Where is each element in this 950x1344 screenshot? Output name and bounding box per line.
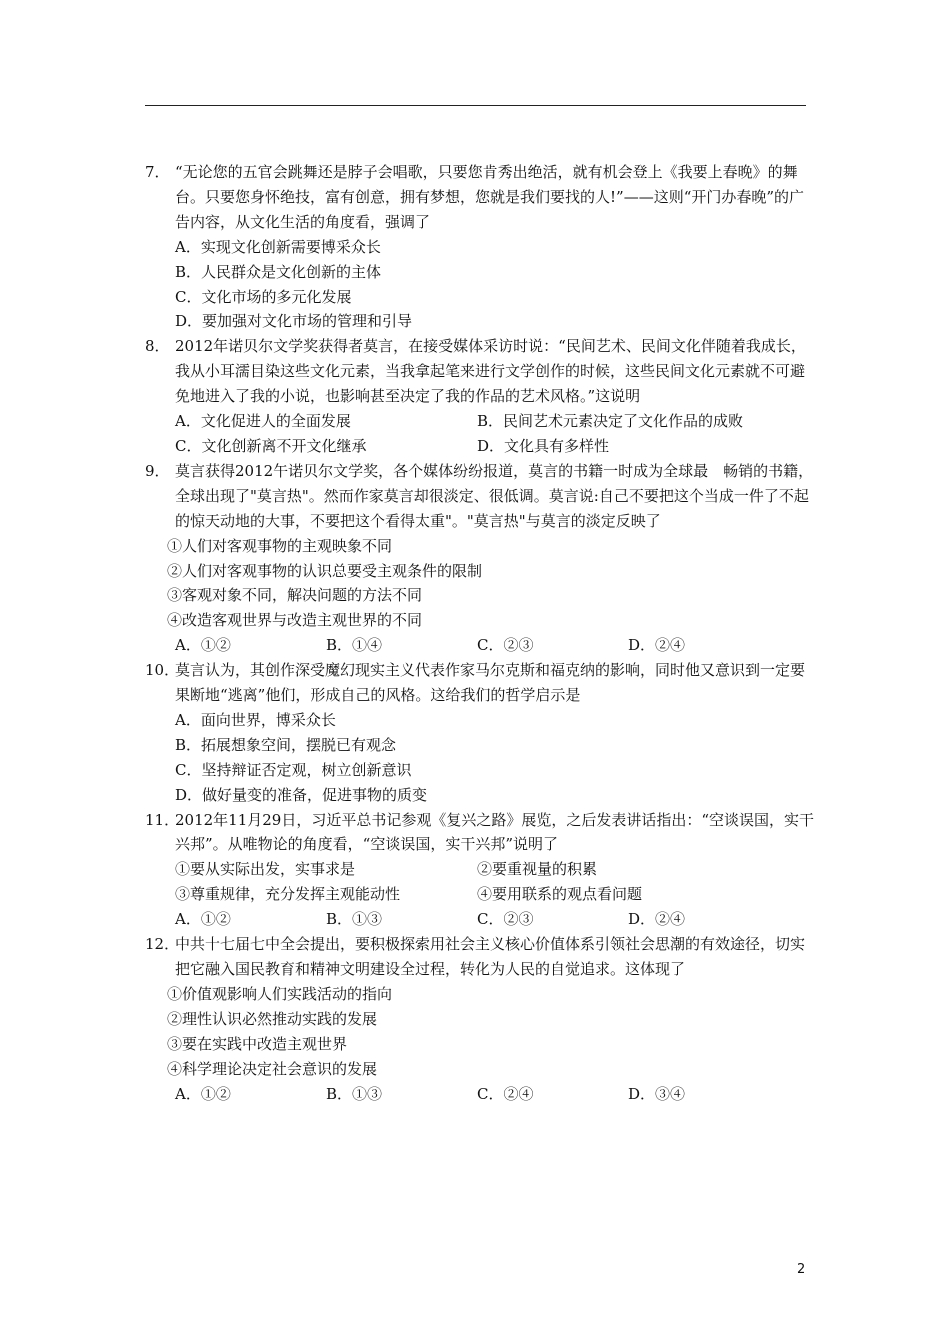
- page-content: [145, 160, 815, 1106]
- option: B．①③: [326, 1084, 383, 1103]
- statement-row: [145, 857, 815, 882]
- option: D．文化具有多样性: [477, 436, 610, 455]
- page-number: 2: [797, 1262, 806, 1277]
- option: A．文化促进人的全面发展: [175, 412, 351, 431]
- statement-item: ③客观对象不同，解决问题的方法不同: [167, 586, 423, 605]
- option: B．①③: [326, 910, 383, 929]
- option: D．②④: [628, 910, 686, 929]
- option: A．实现文化创新需要博采众长: [175, 237, 381, 256]
- options-row: [145, 1082, 815, 1107]
- question-number: 12．: [145, 935, 180, 954]
- question-stem: 2012年11月29日，习近平总书记参观《复兴之路》展览，之后发表讲话指出：“空谈误国，实干兴邦”。从唯物论的角度看，“空谈误国，实干兴邦”说明了: [175, 810, 815, 854]
- option: C．文化创新离不开文化继承: [175, 436, 367, 455]
- option: A．①②: [175, 1084, 231, 1103]
- option: B．拓展想象空间，摆脱已有观念: [175, 735, 397, 754]
- option: D．②④: [628, 636, 686, 655]
- question-8: [145, 334, 815, 409]
- option: B．①④: [326, 636, 383, 655]
- question-number: 11．: [145, 810, 180, 829]
- option: A．面向世界，博采众长: [175, 710, 336, 729]
- option: C．文化市场的多元化发展: [175, 287, 352, 306]
- options-row: [145, 434, 815, 459]
- question-number: 7．: [145, 163, 170, 181]
- option: C．②④: [477, 1084, 534, 1103]
- options-row: [145, 633, 815, 658]
- statement-item: ③尊重规律，充分发挥主观能动性: [175, 885, 401, 904]
- option: D．做好量变的准备，促进事物的质变: [175, 785, 428, 804]
- options-row: [145, 907, 815, 932]
- statement-item: ①要从实际出发，实事求是: [175, 860, 356, 879]
- question-12: [145, 932, 815, 982]
- option: A．①②: [175, 910, 231, 929]
- option: B．民间艺术元素决定了文化作品的成败: [477, 412, 744, 431]
- statement-item: ①人们对客观事物的主观映象不同: [167, 536, 393, 555]
- statement-item: ④改造客观世界与改造主观世界的不同: [167, 611, 423, 630]
- question-11: [145, 808, 815, 858]
- question-9: [145, 459, 815, 534]
- question-stem: 莫言认为，其创作深受魔幻现实主义代表作家马尔克斯和福克纳的影响，同时他又意识到一定要果断地“逃离”他们，形成自己的风格。这给我们的哲学启示是: [175, 661, 806, 705]
- statement-row: [145, 882, 815, 907]
- statement-item: ②理性认识必然推动实践的发展: [167, 1009, 378, 1028]
- statement-item: ②要重视量的积累: [477, 860, 598, 879]
- option: A．①②: [175, 636, 231, 655]
- option: D．③④: [628, 1084, 686, 1103]
- question-stem: 2012年诺贝尔文学奖获得者莫言，在接受媒体采访时说：“民间艺术、民间文化伴随着我成长，我从小耳濡目染这些文化元素，当我拿起笔来进行文学创作的时候，这些民间文化元素就不可避免地进入了我的小说，也影响甚至决定了我的作品的艺术风格。”这说明: [175, 337, 806, 406]
- question-7: [145, 160, 815, 235]
- option: C．②③: [477, 910, 534, 929]
- question-10: [145, 658, 815, 708]
- option: C．坚持辩证否定观，树立创新意识: [175, 760, 412, 779]
- header-rule: [145, 105, 806, 106]
- options-row: [145, 409, 815, 434]
- option: D．要加强对文化市场的管理和引导: [175, 312, 413, 331]
- question-number: 8．: [145, 337, 170, 356]
- question-number: 10．: [145, 661, 180, 680]
- question-stem: 中共十七届七中全会提出，要积极探索用社会主义核心价值体系引领社会思潮的有效途径，切实把它融入国民教育和精神文明建设全过程，转化为人民的自觉追求。这体现了: [175, 935, 806, 978]
- statement-item: ④要用联系的观点看问题: [477, 885, 643, 904]
- statement-item: ①价值观影响人们实践活动的指向: [167, 984, 393, 1003]
- option: C．②③: [477, 636, 534, 655]
- question-stem: 莫言获得2012午诺贝尔文学奖，各个媒体纷纷报道，莫言的书籍一时成为全球最 畅销的书籍，全球出现了"莫言热"。然而作家莫言却很淡定、很低调。莫言说:自己不要把这个当成一件了不起的惊天动地的大事，不要把这个看得太重"。"莫言热"与莫言的淡定反映了: [175, 461, 814, 530]
- statement-item: ④科学理论决定社会意识的发展: [167, 1059, 378, 1078]
- question-stem: “无论您的五官会跳舞还是脖子会唱歌，只要您肯秀出绝活，就有机会登上《我要上春晚》的舞台。只要您身怀绝技，富有创意，拥有梦想，您就是我们要找的人!”——这则“开门办春晚”的广告内容，从文化生活的角度看，强调了: [175, 163, 805, 231]
- question-number: 9．: [145, 461, 170, 480]
- statement-item: ③要在实践中改造主观世界: [167, 1034, 348, 1053]
- option: B．人民群众是文化创新的主体: [175, 262, 382, 281]
- statement-item: ②人们对客观事物的认识总要受主观条件的限制: [167, 561, 483, 580]
